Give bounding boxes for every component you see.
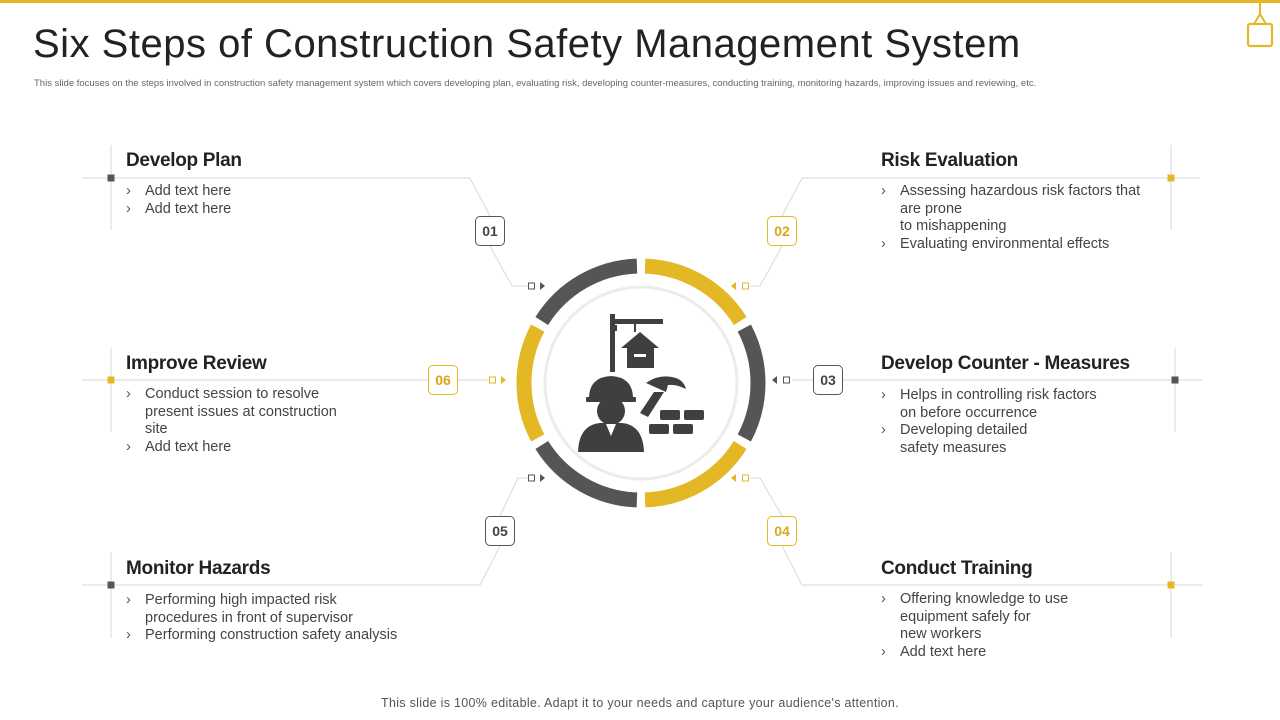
connector-node-01 (529, 283, 535, 289)
ring-segment-2 (744, 328, 758, 438)
step-number-02: 02 (767, 216, 797, 246)
connector-node-06 (490, 377, 496, 383)
list-item: › Add text here (881, 644, 1086, 662)
step-title-develop-plan: Develop Plan (126, 150, 242, 171)
list-item: › Conduct session to resolve present issues at construction site (126, 386, 341, 439)
list-item: › Helps in controlling risk factors on before occurrence (881, 387, 1116, 422)
arrow-06 (501, 376, 506, 384)
list-item: › Add text here (126, 183, 426, 201)
arrow-03 (772, 376, 777, 384)
step-title-risk-evaluation: Risk Evaluation (881, 150, 1018, 171)
step-list-risk-evaluation (881, 183, 1156, 253)
step-list-improve-review (126, 386, 341, 456)
step-list-conduct-training (881, 591, 1086, 661)
list-item: › Developing detailed safety measures (881, 422, 1116, 457)
step-title-conduct-training: Conduct Training (881, 558, 1033, 579)
list-item: › Performing construction safety analysis (126, 627, 426, 645)
step-title-develop-counter-measures: Develop Counter - Measures (881, 353, 1130, 374)
list-item: › Offering knowledge to use equipment safely for new workers (881, 591, 1086, 644)
list-item: › Add text here (126, 439, 341, 457)
arrow-02 (731, 282, 736, 290)
step-number-03: 03 (813, 365, 843, 395)
page-subtitle: This slide focuses on the steps involved in construction safety management system which covers developing plan, evaluating risk, developing counter-measures, conducting training, monitoring hazards, improving issues and reviewing, etc. (34, 78, 1037, 89)
arrow-05 (540, 474, 545, 482)
arrow-01 (540, 282, 545, 290)
step-number-04: 04 (767, 516, 797, 546)
footer-note: This slide is 100% editable. Adapt it to your needs and capture your audience's attention. (381, 696, 899, 710)
list-item: › Add text here (126, 201, 426, 219)
step-number-01: 01 (475, 216, 505, 246)
marker-04 (1168, 582, 1175, 589)
connector-node-02 (743, 283, 749, 289)
step-title-improve-review: Improve Review (126, 353, 267, 374)
ring-segment-5 (524, 328, 538, 438)
marker-02 (1168, 175, 1175, 182)
step-number-06: 06 (428, 365, 458, 395)
connector-node-03 (784, 377, 790, 383)
marker-03 (1172, 377, 1179, 384)
step-list-develop-counter-measures (881, 387, 1116, 457)
page-title: Six Steps of Construction Safety Management System (33, 22, 1021, 66)
marker-06 (108, 377, 115, 384)
list-item: › Assessing hazardous risk factors that are prone to mishappening (881, 183, 1156, 236)
connector-node-05 (529, 475, 535, 481)
list-item: › Performing high impacted risk procedures in front of supervisor (126, 592, 376, 627)
connector-node-04 (743, 475, 749, 481)
marker-05 (108, 582, 115, 589)
marker-01 (108, 175, 115, 182)
list-item: › Evaluating environmental effects (881, 236, 1156, 254)
step-list-develop-plan (126, 183, 426, 218)
arrow-04 (731, 474, 736, 482)
step-title-monitor-hazards: Monitor Hazards (126, 558, 271, 579)
step-number-05: 05 (485, 516, 515, 546)
step-list-monitor-hazards (126, 592, 426, 645)
